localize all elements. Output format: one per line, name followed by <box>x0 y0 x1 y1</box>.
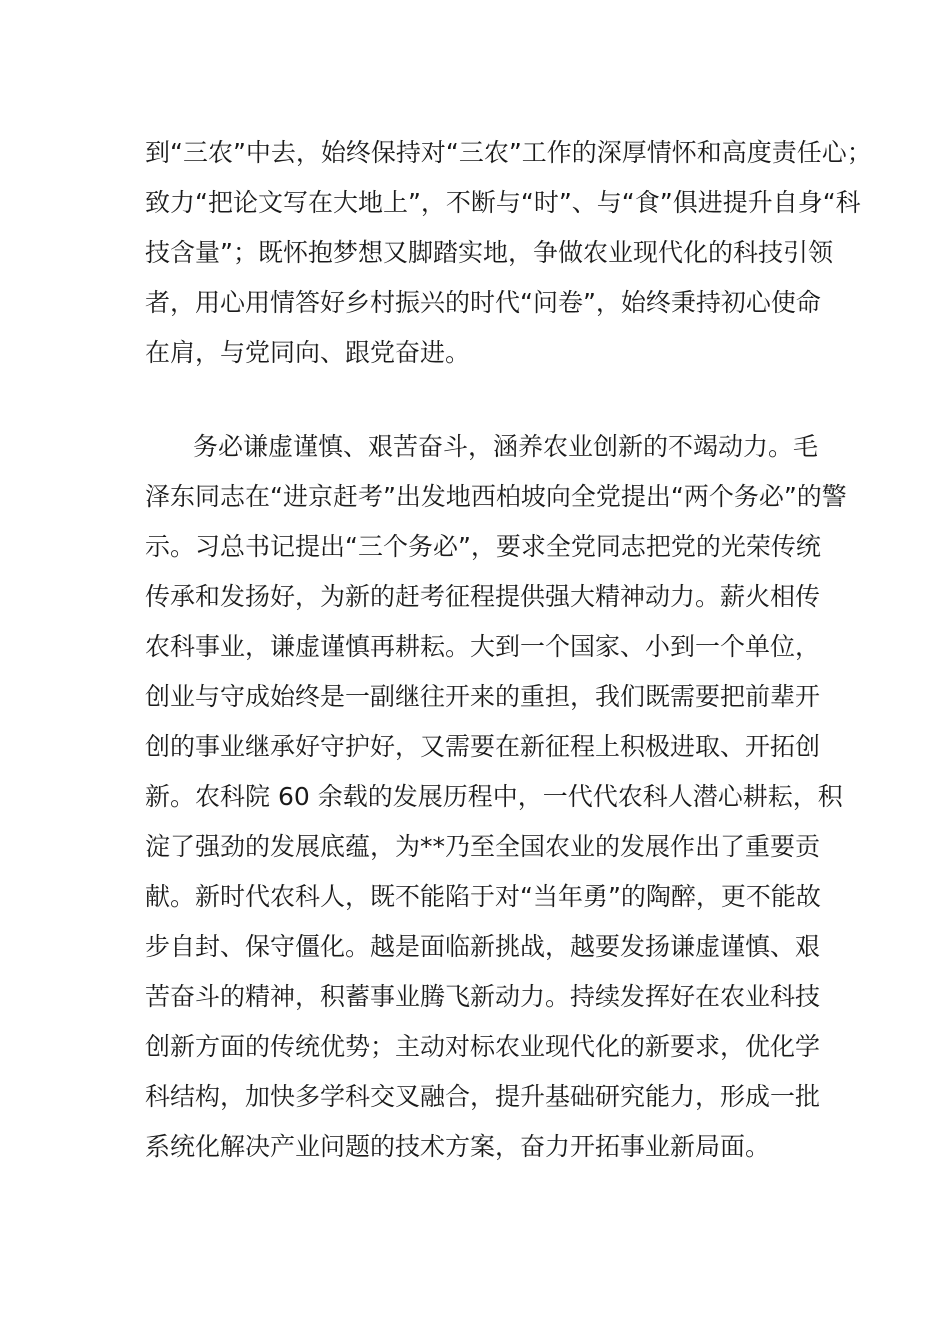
text-line: 献。新时代农科人，既不能陷于对“当年勇”的陶醉，更不能故 <box>145 882 821 911</box>
text-line: 淀了强劲的发展底蕴，为**乃至全国农业的发展作出了重要贡 <box>145 832 821 861</box>
text-line: 泽东同志在“进京赶考”出发地西柏坡向全党提出“两个务必”的警 <box>145 482 847 511</box>
text-line: 到“三农”中去，始终保持对“三农”工作的深厚情怀和高度责任心； <box>145 138 872 167</box>
text-line: 科结构，加快多学科交叉融合，提升基础研究能力，形成一批 <box>145 1082 821 1111</box>
text-line: 技含量”；既怀抱梦想又脚踏实地，争做农业现代化的科技引领 <box>145 238 833 267</box>
text-line: 农科事业，谦虚谨慎再耕耘。大到一个国家、小到一个单位， <box>145 632 821 661</box>
text-line: 苦奋斗的精神，积蓄事业腾飞新动力。持续发挥好在农业科技 <box>145 982 821 1011</box>
text-line: 在肩，与党同向、跟党奋进。 <box>145 338 471 367</box>
paragraph-spacer <box>145 378 825 422</box>
text-line: 务必谦虚谨慎、艰苦奋斗，涵养农业创新的不竭动力。毛 <box>193 432 819 461</box>
document-body <box>145 128 872 1172</box>
text-line: 创业与守成始终是一副继往开来的重担，我们既需要把前辈开 <box>145 682 821 711</box>
paragraph-2 <box>145 422 847 1172</box>
text-line: 者，用心用情答好乡村振兴的时代“问卷”，始终秉持初心使命 <box>145 288 821 317</box>
text-line: 系统化解决产业问题的技术方案，奋力开拓事业新局面。 <box>145 1132 771 1161</box>
text-line: 传承和发扬好，为新的赶考征程提供强大精神动力。薪火相传 <box>145 582 821 611</box>
text-line: 创新方面的传统优势；主动对标农业现代化的新要求，优化学 <box>145 1032 821 1061</box>
text-line: 新。农科院 60 余载的发展历程中，一代代农科人潜心耕耘，积 <box>145 782 843 811</box>
text-line: 致力“把论文写在大地上”，不断与“时”、与“食”俱进提升自身“科 <box>145 188 861 217</box>
text-line: 步自封、保守僵化。越是面临新挑战，越要发扬谦虚谨慎、艰 <box>145 932 821 961</box>
text-line: 示。习总书记提出“三个务必”，要求全党同志把党的光荣传统 <box>145 532 821 561</box>
text-line: 创的事业继承好守护好，又需要在新征程上积极进取、开拓创 <box>145 732 821 761</box>
paragraph-1 <box>145 128 872 378</box>
